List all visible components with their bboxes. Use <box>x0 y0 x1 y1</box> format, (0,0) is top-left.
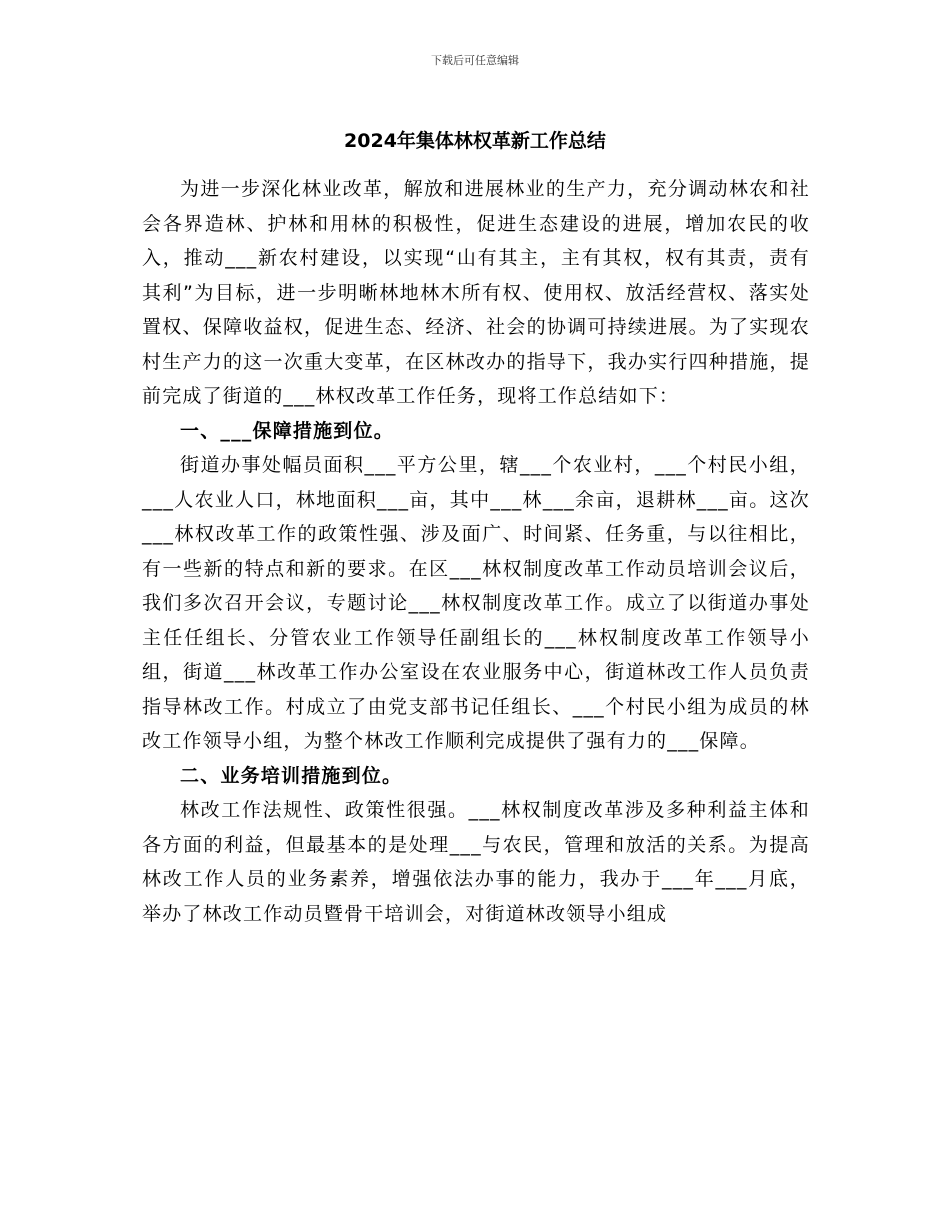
section-2-paragraph: 林改工作法规性、政策性很强。___林权制度改革涉及多种利益主体和各方面的利益，但最基本的是处理___与农民，管理和放活的关系。为提高林改工作人员的业务素养，增强依法办事的能力，我办于___年___月底，举办了林改工作动员暨骨干培训会，对街道林改领导小组成 <box>142 799 810 925</box>
section-2-heading: 二、业务培训措施到位。 <box>180 764 403 787</box>
section-1-heading: 一、___保障措施到位。 <box>180 419 394 442</box>
document-title: 2024年集体林权革新工作总结 <box>344 130 606 152</box>
section-1-paragraph: 街道办事处幅员面积___平方公里，辖___个农业村，___个村民小组，___人农业人口，林地面积___亩，其中___林___余亩，退耕林___亩。这次___林权改革工作的政策性强、涉及面广、时间紧、任务重，与以往相比，有一些新的特点和新的要求。在区___林权制度改革工作动员培训会议后，我们多次召开会议，专题讨论___林权制度改革工作。成立了以街道办事处主任任组长、分管农业工作领导任副组长的___林权制度改革工作领导小组，街道___林改革工作办公室设在农业服务中心，街道林改工作人员负责指导林改工作。村成立了由党支部书记任组长、___个村民小组为成员的林改工作领导小组，为整个林改工作顺利完成提供了强有力的___保障。 <box>142 454 810 752</box>
header-note: 下载后可任意编辑 <box>431 54 519 67</box>
intro-paragraph: 为进一步深化林业改革，解放和进展林业的生产力，充分调动林农和社会各界造林、护林和用林的积极性，促进生态建设的进展，增加农民的收入，推动___新农村建设，以实现“山有其主，主有其权，权有其责，责有其利”为目标，进一步明晰林地林木所有权、使用权、放活经营权、落实处置权、保障收益权，促进生态、经济、社会的协调可持续进展。为了实现农村生产力的这一次重大变革，在区林改办的指导下，我办实行四种措施，提前完成了街道的___林权改革工作任务，现将工作总结如下： <box>142 178 810 407</box>
document-body <box>142 172 810 931</box>
